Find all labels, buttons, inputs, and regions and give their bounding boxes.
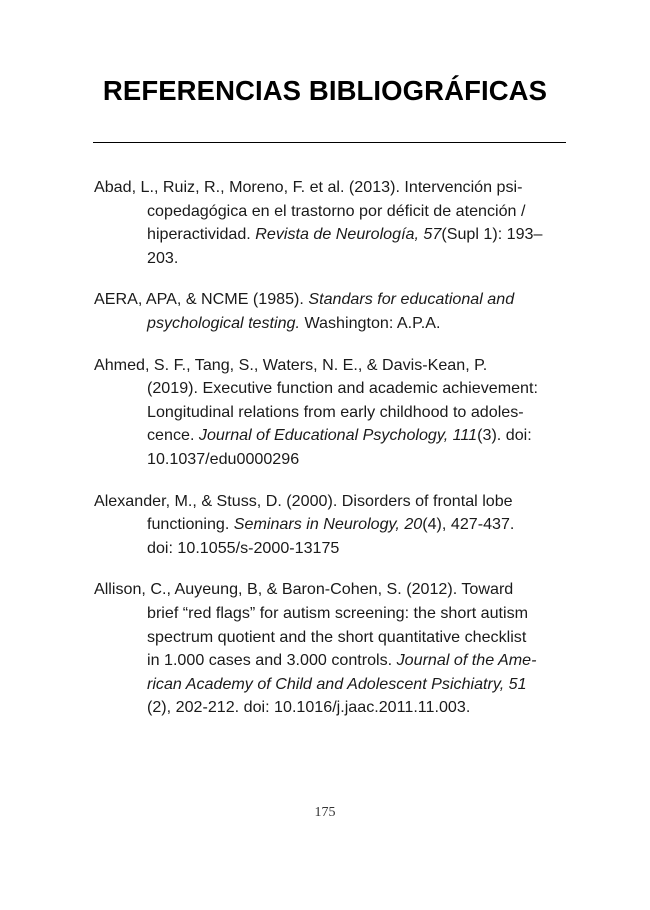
reference-line	[94, 673, 566, 697]
reference-line	[94, 401, 566, 425]
reference-entry	[94, 176, 566, 270]
reference-text: spectrum quotient and the short quantitative checklist	[147, 627, 527, 646]
reference-line	[94, 312, 566, 336]
reference-line	[94, 288, 566, 312]
page-heading: REFERENCIAS BIBLIOGRÁFICAS	[102, 75, 548, 106]
reference-text: Ahmed, S. F., Tang, S., Waters, N. E., & Davis-Kean, P.	[94, 355, 488, 374]
reference-line	[94, 578, 566, 602]
reference-text: 203.	[147, 248, 179, 267]
reference-entry	[94, 288, 566, 335]
reference-line	[94, 424, 566, 448]
reference-line	[94, 513, 566, 537]
reference-entry	[94, 490, 566, 561]
reference-text: (3). doi:	[477, 426, 532, 445]
reference-line	[94, 490, 566, 514]
reference-text: brief “red flags” for autism screening: the short autism	[147, 603, 529, 622]
reference-italic-text: rican Academy of Child and Adolescent Psichiatry, 51	[147, 674, 527, 693]
reference-text: Longitudinal relations from early childhood to adoles-	[147, 402, 524, 421]
reference-list	[94, 176, 566, 738]
reference-entry	[94, 354, 566, 472]
reference-text: Abad, L., Ruiz, R., Moreno, F. et al. (2013). Intervención psi-	[94, 178, 523, 196]
reference-text: (4), 427-437.	[422, 515, 515, 534]
reference-line	[94, 602, 566, 626]
reference-italic-text: Journal of the Ame-	[396, 651, 537, 670]
reference-text: doi: 10.1055/s-2000-13175	[147, 538, 340, 557]
reference-text: Alexander, M., & Stuss, D. (2000). Disorders of frontal lobe	[94, 491, 513, 510]
reference-line	[94, 537, 566, 561]
heading-divider	[93, 142, 566, 143]
reference-text: (2019). Executive function and academic achievement:	[147, 379, 538, 398]
reference-line	[94, 354, 566, 378]
reference-italic-text: psychological testing.	[147, 313, 300, 332]
page-number: 175	[314, 805, 336, 820]
reference-text: functioning.	[147, 515, 234, 534]
reference-text: copedagógica en el trastorno por déficit de atención /	[147, 201, 526, 220]
reference-line	[94, 626, 566, 650]
reference-text: Allison, C., Auyeung, B, & Baron-Cohen, S. (2012). Toward	[94, 580, 514, 599]
reference-line	[94, 200, 566, 224]
reference-line	[94, 176, 566, 200]
reference-line	[94, 448, 566, 472]
reference-text: 10.1037/edu0000296	[147, 449, 300, 468]
reference-italic-text: Revista de Neurología, 57	[255, 225, 442, 244]
reference-text: hiperactividad.	[147, 225, 256, 244]
reference-line	[94, 247, 566, 271]
reference-text: cence.	[147, 426, 199, 445]
reference-italic-text: Standars for educational and	[308, 290, 515, 309]
reference-italic-text: Journal of Educational Psychology, 111	[198, 426, 478, 445]
reference-text: (2), 202-212. doi: 10.1016/j.jaac.2011.11.003.	[147, 698, 471, 717]
reference-line	[94, 696, 566, 720]
reference-text: (Supl 1): 193–	[441, 225, 543, 244]
reference-line	[94, 649, 566, 673]
reference-line	[94, 223, 566, 247]
reference-italic-text: Seminars in Neurology, 20	[233, 515, 423, 534]
reference-text: Washington: A.P.A.	[299, 313, 441, 332]
reference-text: AERA, APA, & NCME (1985).	[94, 290, 309, 309]
reference-text: in 1.000 cases and 3.000 controls.	[147, 651, 397, 670]
reference-line	[94, 377, 566, 401]
reference-entry	[94, 578, 566, 720]
